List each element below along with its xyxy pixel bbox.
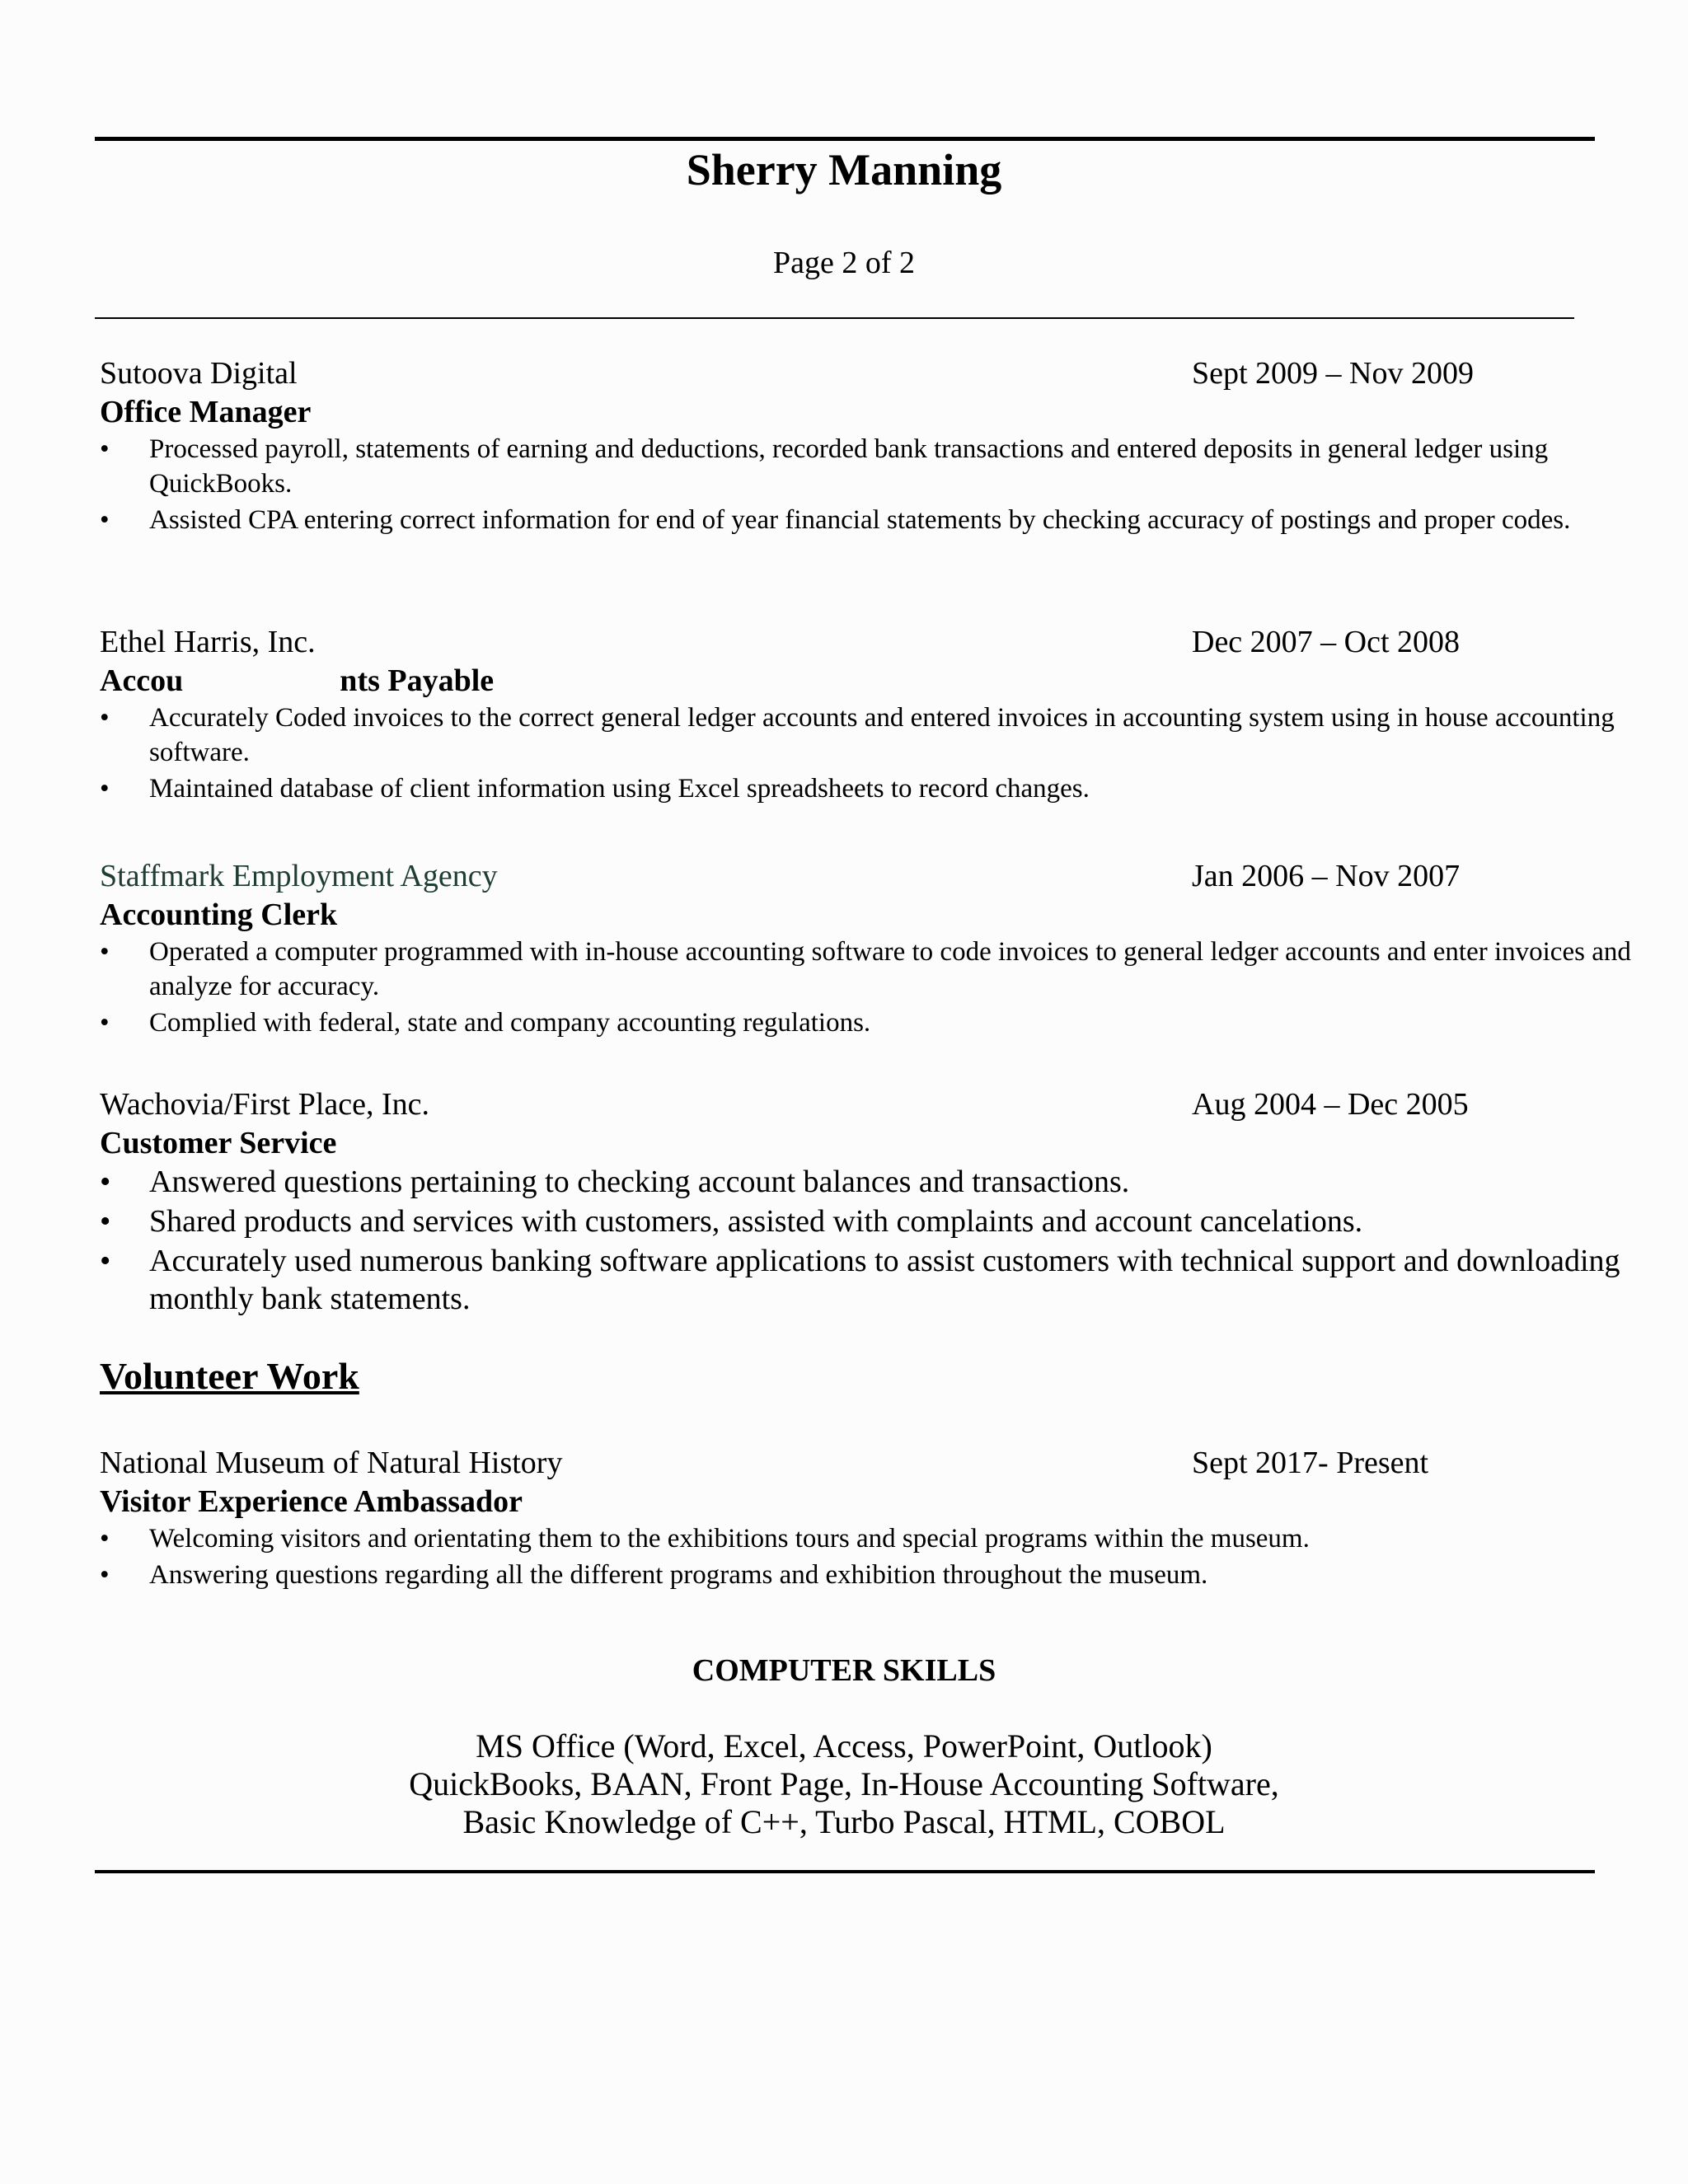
job-dates: Jan 2006 – Nov 2007 [1192,859,1461,893]
bullet-text: Processed payroll, statements of earning and deductions, recorded bank transactions and entered deposits in general ledger using QuickBooks. [149,434,1549,499]
bottom-rule [95,1870,1595,1873]
section-heading-volunteer: Volunteer Work [100,1355,359,1397]
bullet-text: Operated a computer programmed with in-house accounting software to code invoices to general ledger accounts and enter invoices and analyze for accuracy. [149,937,1631,1001]
job-header [100,1442,1583,1483]
company-name: Ethel Harris, Inc. [100,625,316,659]
job-dates: Sept 2009 – Nov 2009 [1192,356,1474,391]
bullet-text: Shared products and services with customers, assisted with complaints and account cancelations. [149,1204,1363,1239]
organization-name: National Museum of Natural History [100,1446,563,1480]
job-bullets [100,935,1631,1040]
company-name: Wachovia/First Place, Inc. [100,1087,430,1122]
skills-line: QuickBooks, BAAN, Front Page, In-House Accounting Software, [409,1765,1279,1802]
company-name: Staffmark Employment Agency [100,859,498,893]
list-item [100,771,1682,806]
skills-list [0,1727,1688,1841]
bullet-text: Welcoming visitors and orientating them to the exhibitions tours and special programs within the museum. [149,1524,1310,1554]
job-header [100,353,1583,394]
bullet-icon: • [100,505,110,535]
list-item [100,1242,1682,1318]
job-dates: Aug 2004 – Dec 2005 [1192,1087,1469,1122]
bullet-text: Accurately Coded invoices to the correct general ledger accounts and entered invoices in accounting system using in house accounting software. [149,703,1615,767]
job-header [100,621,1583,663]
job-bullets [100,1163,1620,1318]
list-item [100,1005,1682,1040]
list-item [100,1558,1682,1592]
job-entry [100,1084,1620,1318]
bullet-icon: • [100,937,110,967]
volunteer-title: Visitor Experience Ambassador [100,1484,523,1519]
skills-line: MS Office (Word, Excel, Access, PowerPoint, Outlook) [476,1727,1212,1765]
job-entry [100,855,1631,1040]
job-entry [100,353,1583,537]
volunteer-bullets [100,1521,1583,1592]
page-number: Page 2 of 2 [772,246,916,280]
bullet-text: Assisted CPA entering correct information for end of year financial statements by checking accuracy of postings and proper codes. [149,505,1571,535]
bullet-icon: • [100,703,110,733]
list-item [100,701,1682,770]
job-header [100,1084,1583,1125]
bullet-text: Answering questions regarding all the different programs and exhibition throughout the museum. [149,1560,1208,1590]
bullet-text: Answered questions pertaining to checking account balances and transactions. [149,1165,1130,1199]
header-divider [95,317,1574,319]
skills-heading: COMPUTER SKILLS [692,1653,996,1688]
bullet-icon: • [100,1165,111,1199]
bullet-text: Complied with federal, state and company accounting regulations. [149,1008,871,1038]
bullet-icon: • [100,1204,111,1239]
list-item [100,935,1682,1004]
bullet-icon: • [100,1008,110,1038]
bullet-icon: • [100,1244,111,1278]
bullet-text: Maintained database of client information using Excel spreadsheets to record changes. [149,774,1090,804]
volunteer-entry [100,1442,1583,1592]
job-header [100,855,1583,897]
candidate-name: Sherry Manning [686,145,1002,194]
job-bullets [100,432,1583,537]
job-dates: Dec 2007 – Oct 2008 [1192,625,1461,659]
bullet-icon: • [100,434,110,464]
company-name: Sutoova Digital [100,356,298,391]
list-item [100,432,1682,501]
bullet-icon: • [100,1560,110,1590]
list-item [100,503,1682,537]
volunteer-dates: Sept 2017- Present [1192,1446,1429,1480]
job-bullets [100,701,1615,806]
bullet-icon: • [100,774,110,804]
list-item [100,1521,1682,1556]
list-item [100,1163,1682,1201]
list-item [100,1202,1682,1240]
bullet-text: Accurately used numerous banking software applications to assist customers with technical support and downloading monthly bank statements. [149,1244,1620,1316]
job-title: Office Manager [100,395,312,429]
job-title: Accou nts Payable [100,663,495,698]
bullet-icon: • [100,1524,110,1554]
job-entry [100,621,1615,806]
job-title: Accounting Clerk [100,898,338,932]
job-title: Customer Service [100,1126,337,1160]
skills-line: Basic Knowledge of C++, Turbo Pascal, HTML, COBOL [462,1803,1226,1840]
